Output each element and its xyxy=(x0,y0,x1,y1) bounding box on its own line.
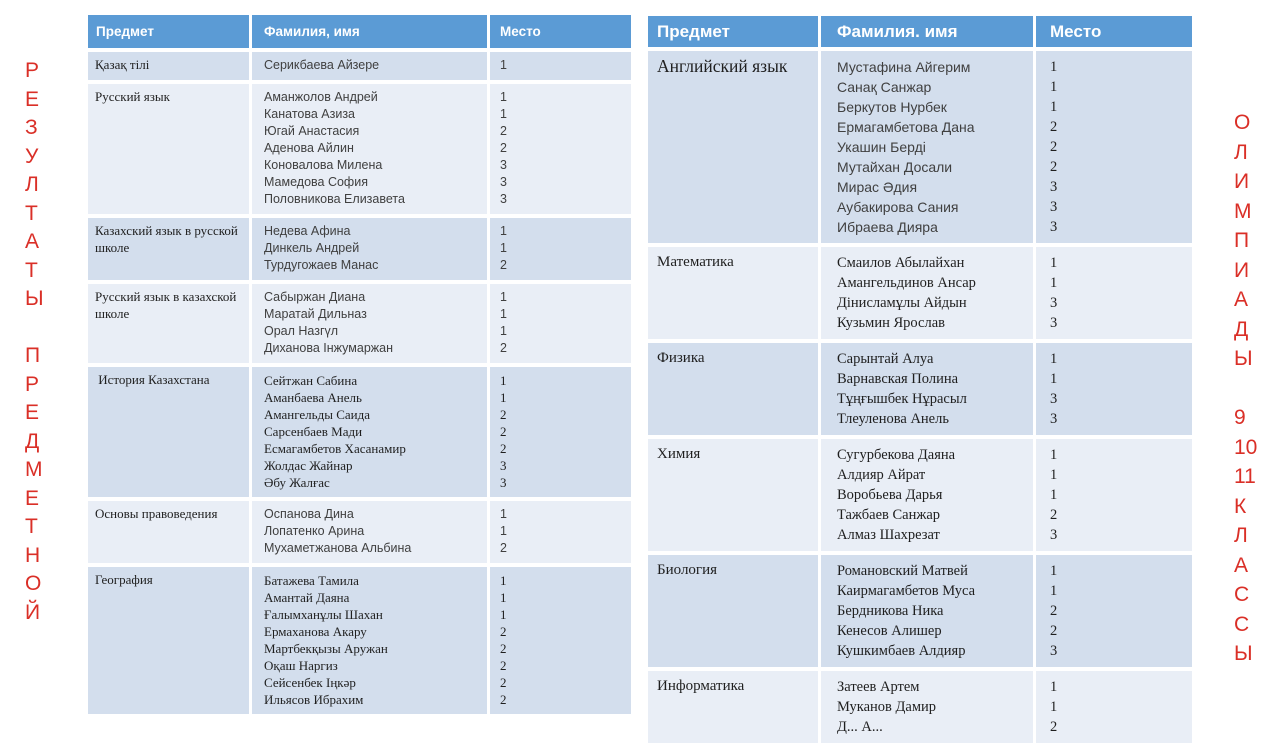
student-name: Югай Анастасия xyxy=(264,124,360,138)
names-cell xyxy=(821,555,1036,667)
banner-letter: И xyxy=(1234,258,1250,282)
student-name: Сабыржан Диана xyxy=(264,290,366,304)
banner-letter: Т xyxy=(25,201,38,225)
student-name: Кузьмин Ярослав xyxy=(837,315,945,331)
subject-cell: Русский язык в казахской школе xyxy=(88,284,252,363)
places-cell xyxy=(490,84,631,214)
student-name: Кушкимбаев Алдияр xyxy=(837,643,966,659)
names-cell xyxy=(821,343,1036,435)
place-value: 1 xyxy=(500,507,507,521)
column-header-place: Место xyxy=(490,15,631,48)
student-name: Недева Афина xyxy=(264,224,351,238)
student-name: Диханова Інжумаржан xyxy=(264,341,393,355)
place-value: 2 xyxy=(500,658,507,673)
place-value: 1 xyxy=(1050,563,1058,579)
place-value: 3 xyxy=(1050,219,1058,235)
names-cell xyxy=(252,367,490,497)
banner-letter: С xyxy=(1234,612,1250,636)
table-row xyxy=(88,84,631,214)
student-name: Динкель Андрей xyxy=(264,241,360,255)
place-value: 1 xyxy=(500,607,507,622)
place-value: 1 xyxy=(1050,583,1058,599)
place-value: 1 xyxy=(500,590,507,605)
place-value: 2 xyxy=(500,141,507,155)
place-value: 1 xyxy=(500,290,507,304)
banner-letter: Д xyxy=(1234,317,1249,341)
student-name: Жолдас Жайнар xyxy=(264,458,353,473)
place-value: 2 xyxy=(500,692,507,707)
names-cell xyxy=(821,247,1036,339)
banner-letter: О xyxy=(25,572,42,595)
places-cell xyxy=(1036,555,1192,667)
place-value: 1 xyxy=(1050,79,1058,95)
place-value: 1 xyxy=(500,307,507,321)
places-cell xyxy=(1036,51,1192,243)
banner-letter: Е xyxy=(25,87,40,111)
place-value: 3 xyxy=(1050,411,1058,427)
place-value: 1 xyxy=(500,324,507,338)
banner-letter: 9 xyxy=(1234,406,1246,429)
banner-letter: Ы xyxy=(1234,347,1253,370)
place-value: 2 xyxy=(500,641,507,656)
place-value: 3 xyxy=(1050,643,1058,659)
student-name: Романовский Матвей xyxy=(837,563,968,579)
student-name: Аманбаева Анель xyxy=(264,390,362,405)
banner-letter: Р xyxy=(25,59,40,82)
student-name: Тлеуленова Анель xyxy=(837,411,949,427)
subject-cell: Биология xyxy=(648,555,821,667)
place-value: 3 xyxy=(500,158,507,172)
student-name: Ермаханова Акару xyxy=(264,624,367,639)
table-row xyxy=(88,218,631,280)
place-value: 3 xyxy=(1050,199,1058,215)
student-name: Дінисламұлы Айдын xyxy=(837,295,967,311)
place-value: 2 xyxy=(500,441,507,456)
place-value: 1 xyxy=(1050,99,1058,115)
student-name: Ермагамбетова Дана xyxy=(837,119,975,135)
places-cell xyxy=(490,52,631,80)
place-value: 2 xyxy=(1050,159,1058,175)
place-value: 2 xyxy=(500,258,507,272)
student-name: Мирас Әдия xyxy=(837,179,918,195)
banner-letter: Л xyxy=(1234,524,1248,547)
place-value: 2 xyxy=(500,624,507,639)
student-name: Есмагамбетов Хасанамир xyxy=(264,441,406,456)
student-name: Сейтжан Сабина xyxy=(264,373,358,388)
column-header-subject: Предмет xyxy=(648,16,821,47)
place-value: 2 xyxy=(500,675,507,690)
student-name: Оқаш Наргиз xyxy=(264,658,338,673)
student-name: Варнавская Полина xyxy=(837,371,959,387)
place-value: 3 xyxy=(1050,179,1058,195)
place-value: 2 xyxy=(1050,603,1058,619)
table-row xyxy=(88,367,631,497)
place-value: 2 xyxy=(500,541,507,555)
banner-letter: Л xyxy=(25,173,39,196)
student-name: Сейсенбек Іңкәр xyxy=(264,675,356,690)
place-value: 3 xyxy=(500,458,507,473)
banner-gap xyxy=(25,314,44,343)
names-cell xyxy=(252,501,490,563)
student-name: Половникова Елизавета xyxy=(264,192,405,206)
place-value: 3 xyxy=(500,475,507,490)
names-cell xyxy=(821,439,1036,551)
place-value: 1 xyxy=(500,58,507,72)
subject-cell: Физика xyxy=(648,343,821,435)
banner-letter: А xyxy=(25,230,40,253)
names-cell xyxy=(252,52,490,80)
table-row xyxy=(648,555,1192,667)
student-name: Сугурбекова Даяна xyxy=(837,447,956,463)
column-header-name: Фамилия, имя xyxy=(252,15,490,48)
place-value: 2 xyxy=(500,407,507,422)
place-value: 2 xyxy=(500,124,507,138)
student-name: Канатова Азиза xyxy=(264,107,356,121)
banner-letter: К xyxy=(1234,494,1247,518)
student-name: Мухаметжанова Альбина xyxy=(264,541,412,555)
table-header xyxy=(648,16,1192,47)
place-value: 1 xyxy=(1050,699,1058,715)
student-name: Аденова Айлин xyxy=(264,141,354,155)
student-name: Санақ Санжар xyxy=(837,79,932,95)
place-value: 1 xyxy=(1050,371,1058,387)
table-row xyxy=(648,343,1192,435)
subject-cell: География xyxy=(88,567,252,714)
banner-letter: М xyxy=(25,458,43,481)
table-row xyxy=(648,247,1192,339)
student-name: Бердникова Ника xyxy=(837,603,944,619)
student-name: Әбу Жалғас xyxy=(264,475,330,490)
student-name: Мартбекқызы Аружан xyxy=(264,641,388,656)
banner-letter: А xyxy=(1234,553,1249,577)
places-cell xyxy=(490,501,631,563)
student-name: Д... А... xyxy=(837,719,883,735)
names-cell xyxy=(821,671,1036,743)
student-name: Аубакирова Сания xyxy=(837,199,959,215)
banner-letter: Н xyxy=(25,543,41,567)
student-name: Ибраева Дияра xyxy=(837,219,938,235)
student-name: Мамедова София xyxy=(264,175,368,189)
student-name: Ильясов Ибрахим xyxy=(264,692,364,707)
table-row xyxy=(648,671,1192,743)
student-name: Сарынтай Алуа xyxy=(837,351,934,367)
names-cell xyxy=(252,284,490,363)
table-row xyxy=(88,567,631,714)
place-value: 2 xyxy=(1050,719,1058,735)
student-name: Аманжолов Андрей xyxy=(264,90,378,104)
banner-letter: З xyxy=(25,116,38,139)
place-value: 3 xyxy=(1050,391,1058,407)
place-value: 2 xyxy=(1050,119,1058,135)
subject-cell: Основы правоведения xyxy=(88,501,252,563)
results-table-right xyxy=(648,16,1192,743)
table-row xyxy=(88,501,631,563)
place-value: 1 xyxy=(1050,255,1058,271)
student-name: Алмаз Шахрезат xyxy=(837,527,940,543)
places-cell xyxy=(490,367,631,497)
place-value: 1 xyxy=(500,524,507,538)
places-cell xyxy=(1036,247,1192,339)
student-name: Амангельды Саида xyxy=(264,407,370,422)
names-cell xyxy=(252,218,490,280)
student-name: Воробьева Дарья xyxy=(837,487,943,503)
vertical-banner-left xyxy=(25,57,44,627)
student-name: Орал Назгүл xyxy=(264,324,339,338)
banner-letter: Е xyxy=(25,401,40,424)
column-header-subject: Предмет xyxy=(88,15,252,48)
student-name: Маратай Дильназ xyxy=(264,307,367,321)
place-value: 1 xyxy=(500,573,507,588)
subject-cell: Химия xyxy=(648,439,821,551)
banner-letter: Е xyxy=(25,486,40,510)
place-value: 1 xyxy=(500,373,507,388)
names-cell xyxy=(252,567,490,714)
place-value: 1 xyxy=(1050,487,1058,503)
place-value: 3 xyxy=(1050,527,1058,543)
place-value: 1 xyxy=(1050,679,1058,695)
vertical-banner-right xyxy=(1234,108,1257,669)
student-name: Затеев Артем xyxy=(837,679,920,695)
student-name: Амантай Даяна xyxy=(264,590,350,605)
student-name: Каирмагамбетов Муса xyxy=(837,583,976,599)
place-value: 3 xyxy=(1050,295,1058,311)
student-name: Смаилов Абылайхан xyxy=(837,255,965,271)
place-value: 3 xyxy=(500,192,507,206)
subject-cell: История Казахстана xyxy=(88,367,252,497)
names-cell xyxy=(252,84,490,214)
subject-cell: Қазақ тілі xyxy=(88,52,252,80)
place-value: 2 xyxy=(1050,139,1058,155)
banner-letter: П xyxy=(25,344,41,367)
banner-letter: Й xyxy=(25,600,41,624)
place-value: 2 xyxy=(500,424,507,439)
student-name: Мустафина Айгерим xyxy=(837,59,971,75)
student-name: Мутайхан Досали xyxy=(837,159,953,175)
subject-cell: Русский язык xyxy=(88,84,252,214)
banner-letter: 10 xyxy=(1234,435,1258,459)
places-cell xyxy=(490,218,631,280)
places-cell xyxy=(490,284,631,363)
student-name: Алдияр Айрат xyxy=(837,467,926,483)
place-value: 1 xyxy=(1050,351,1058,367)
place-value: 3 xyxy=(500,175,507,189)
student-name: Лопатенко Арина xyxy=(264,524,365,538)
student-name: Тажбаев Санжар xyxy=(837,507,941,523)
student-name: Амангельдинов Ансар xyxy=(837,275,976,291)
student-name: Батажева Тамила xyxy=(264,573,359,588)
place-value: 2 xyxy=(500,341,507,355)
banner-letter: И xyxy=(1234,170,1250,193)
subject-cell: Английский язык xyxy=(648,51,821,243)
place-value: 1 xyxy=(1050,447,1058,463)
banner-letter: П xyxy=(1234,229,1250,252)
banner-letter: Л xyxy=(1234,140,1248,164)
student-name: Сарсенбаев Мади xyxy=(264,424,363,439)
places-cell xyxy=(1036,439,1192,551)
banner-letter: 11 xyxy=(1234,465,1256,488)
banner-letter: О xyxy=(1234,111,1251,134)
table-row xyxy=(88,284,631,363)
column-header-place: Место xyxy=(1036,16,1192,47)
student-name: Муканов Дамир xyxy=(837,699,937,715)
student-name: Серикбаева Айзере xyxy=(264,58,380,72)
subject-cell: Информатика xyxy=(648,671,821,743)
banner-letter: А xyxy=(1234,288,1249,311)
student-name: Укашин Берді xyxy=(837,139,926,155)
student-name: Турдугожаев Манас xyxy=(264,258,379,272)
place-value: 2 xyxy=(1050,623,1058,639)
place-value: 2 xyxy=(1050,507,1058,523)
subject-cell: Казахский язык в русской школе xyxy=(88,218,252,280)
banner-letter: Д xyxy=(25,429,40,453)
places-cell xyxy=(1036,343,1192,435)
student-name: Ғалымханұлы Шахан xyxy=(264,607,383,622)
places-cell xyxy=(490,567,631,714)
results-table-left xyxy=(88,15,631,714)
banner-letter: Ы xyxy=(1234,642,1253,665)
student-name: Коновалова Милена xyxy=(264,158,383,172)
student-name: Кенесов Алишер xyxy=(837,623,942,639)
student-name: Тұңғышбек Нұрасыл xyxy=(837,391,967,407)
student-name: Беркутов Нурбек xyxy=(837,99,947,115)
places-cell xyxy=(1036,671,1192,743)
banner-letter: Т xyxy=(25,515,38,538)
table-row xyxy=(88,52,631,80)
table-row xyxy=(648,439,1192,551)
place-value: 1 xyxy=(1050,275,1058,291)
student-name: Оспанова Дина xyxy=(264,507,354,521)
subject-cell: Математика xyxy=(648,247,821,339)
banner-gap xyxy=(1234,374,1257,404)
place-value: 1 xyxy=(1050,59,1058,75)
place-value: 1 xyxy=(1050,467,1058,483)
place-value: 1 xyxy=(500,107,507,121)
banner-letter: С xyxy=(1234,583,1250,606)
place-value: 3 xyxy=(1050,315,1058,331)
place-value: 1 xyxy=(500,241,507,255)
banner-letter: Р xyxy=(25,372,40,396)
banner-letter: Т xyxy=(25,258,38,282)
names-cell xyxy=(821,51,1036,243)
place-value: 1 xyxy=(500,224,507,238)
banner-letter: Ы xyxy=(25,287,44,310)
place-value: 1 xyxy=(500,390,507,405)
banner-letter: М xyxy=(1234,199,1252,223)
table-row xyxy=(648,51,1192,243)
place-value: 1 xyxy=(500,90,507,104)
column-header-name: Фамилия. имя xyxy=(821,16,1036,47)
table-header xyxy=(88,15,631,48)
banner-letter: У xyxy=(25,144,39,168)
